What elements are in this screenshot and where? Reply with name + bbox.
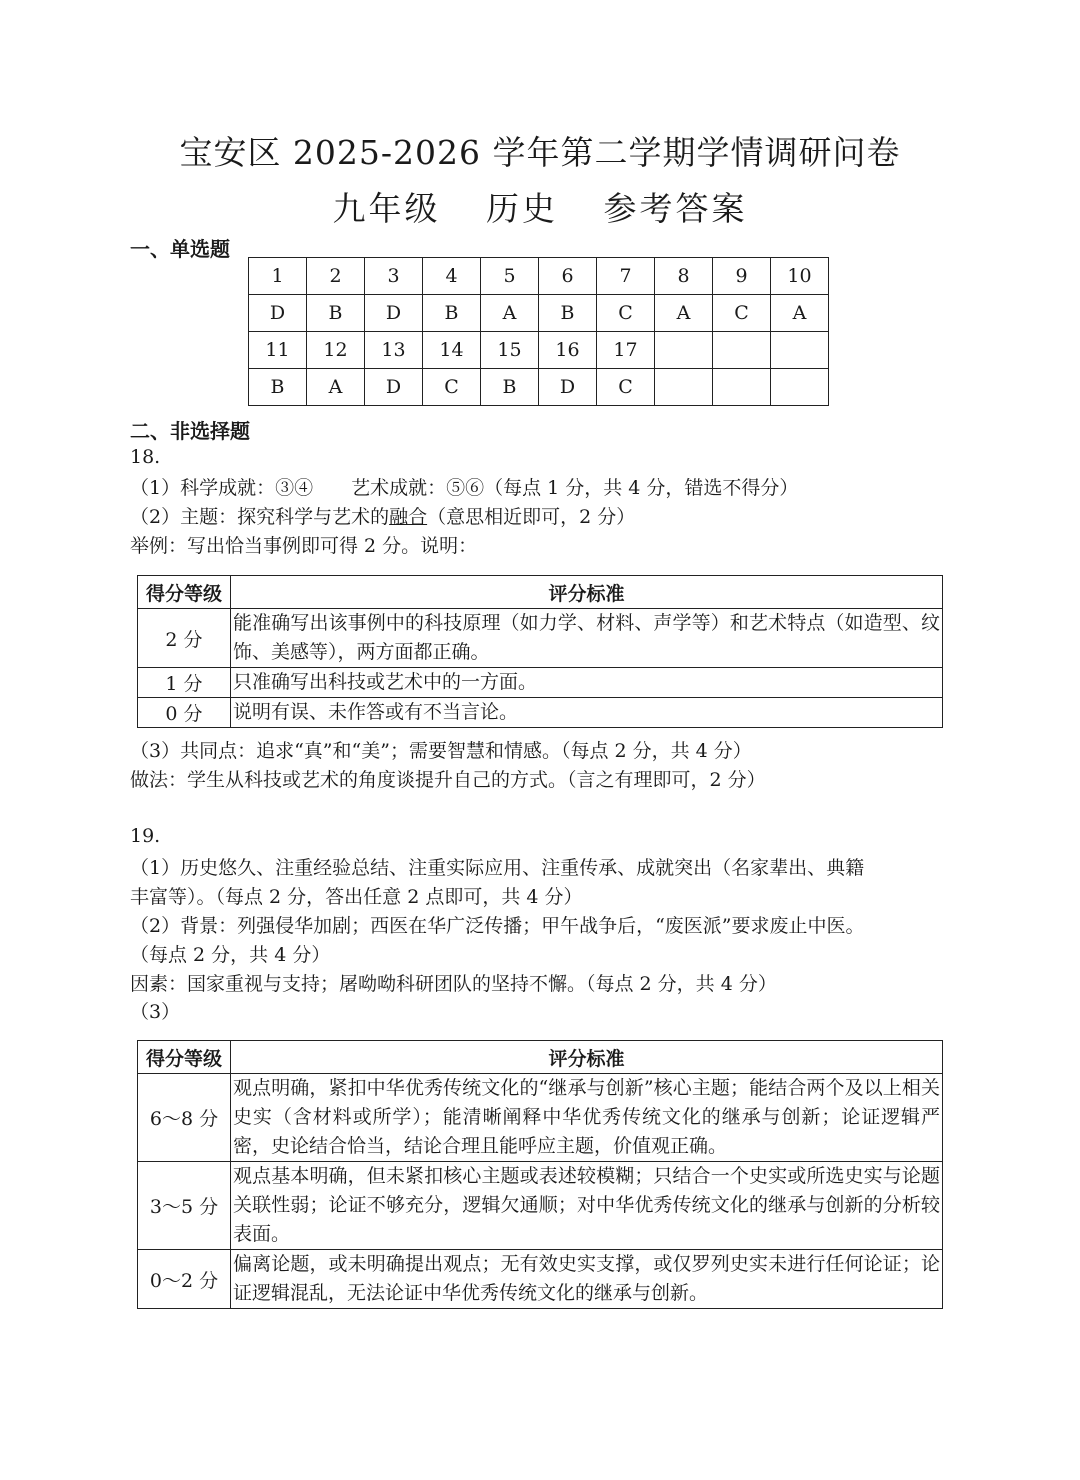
rubric-level: 0～2 分 xyxy=(138,1250,231,1309)
table-row xyxy=(138,1250,943,1309)
page-subtitle xyxy=(0,183,1080,230)
table-cell: 2 xyxy=(307,258,365,295)
table-cell: C xyxy=(597,369,655,406)
table-cell: 3 xyxy=(365,258,423,295)
table-cell xyxy=(771,332,829,369)
q19-line3: （2）背景：列强侵华加剧；西医在华广泛传播；甲午战争后，“废医派”要求废止中医。 xyxy=(130,915,865,937)
table-cell: B xyxy=(307,295,365,332)
table-row xyxy=(138,698,943,728)
rubric-level: 6～8 分 xyxy=(138,1074,231,1162)
rubric-header-level: 得分等级 xyxy=(138,576,231,609)
section2-heading: 二、非选择题 xyxy=(130,419,250,443)
q19-number: 19. xyxy=(130,825,161,847)
q18-part2 xyxy=(130,502,635,529)
q19-line5: 因素：国家重视与支持；屠呦呦科研团队的坚持不懈。（每点 2 分，共 4 分） xyxy=(130,973,777,995)
q18-number: 18. xyxy=(130,446,161,468)
subtitle-subject: 历史 xyxy=(486,189,558,228)
table-cell: C xyxy=(713,295,771,332)
rubric-header-criteria: 评分标准 xyxy=(231,576,943,609)
table-cell: C xyxy=(423,369,481,406)
table-cell: 14 xyxy=(423,332,481,369)
table-row xyxy=(138,668,943,698)
rubric-criteria: 观点明确，紧扣中华优秀传统文化的“继承与创新”核心主题；能结合两个及以上相关史实（含材料或所学）；能清晰阐释中华优秀传统文化的继承与创新；论证逻辑严密，史论结合恰当，结论合理且能呼应主题，价值观正确。 xyxy=(231,1074,943,1162)
q19-line2: 丰富等）。（每点 2 分，答出任意 2 点即可，共 4 分） xyxy=(130,886,583,908)
q18-rubric-table xyxy=(137,575,943,728)
table-cell: 1 xyxy=(249,258,307,295)
table-cell: B xyxy=(481,369,539,406)
q19-rubric-table xyxy=(137,1040,943,1309)
rubric-criteria: 说明有误、未作答或有不当言论。 xyxy=(231,698,943,728)
table-cell: 8 xyxy=(655,258,713,295)
table-row xyxy=(138,609,943,668)
table-cell: 16 xyxy=(539,332,597,369)
table-cell: B xyxy=(249,369,307,406)
table-cell: 12 xyxy=(307,332,365,369)
table-row xyxy=(138,1162,943,1250)
table-row xyxy=(249,295,829,332)
table-cell: D xyxy=(365,369,423,406)
table-cell: D xyxy=(249,295,307,332)
q19-line4: （每点 2 分，共 4 分） xyxy=(130,944,331,966)
rubric-header-criteria: 评分标准 xyxy=(231,1041,943,1074)
q19-line1: （1）历史悠久、注重经验总结、注重实际应用、注重传承、成就突出（名家辈出、典籍 xyxy=(130,857,865,879)
table-cell: 6 xyxy=(539,258,597,295)
table-cell: A xyxy=(307,369,365,406)
table-row xyxy=(249,332,829,369)
q18-part1: （1）科学成就：③④ 艺术成就：⑤⑥（每点 1 分，共 4 分，错选不得分） xyxy=(130,477,799,499)
rubric-header-level: 得分等级 xyxy=(138,1041,231,1074)
q18-part2-underlined: 融合 xyxy=(389,506,428,528)
rubric-level: 0 分 xyxy=(138,698,231,728)
table-cell xyxy=(655,369,713,406)
table-cell: A xyxy=(771,295,829,332)
section1-heading: 一、单选题 xyxy=(130,237,230,261)
table-row xyxy=(138,576,943,609)
rubric-criteria: 只准确写出科技或艺术中的一方面。 xyxy=(231,668,943,698)
table-row xyxy=(249,369,829,406)
rubric-level: 3～5 分 xyxy=(138,1162,231,1250)
rubric-level: 2 分 xyxy=(138,609,231,668)
table-cell: A xyxy=(655,295,713,332)
page-title: 宝安区 2025-2026 学年第二学期学情调研问卷 xyxy=(179,133,901,172)
table-row xyxy=(249,258,829,295)
table-cell: 9 xyxy=(713,258,771,295)
table-cell: 17 xyxy=(597,332,655,369)
table-cell: C xyxy=(597,295,655,332)
rubric-criteria: 观点基本明确，但未紧扣核心主题或表述较模糊；只结合一个史实或所选史实与论题关联性弱；论证不够充分，逻辑欠通顺；对中华优秀传统文化的继承与创新的分析较表面。 xyxy=(231,1162,943,1250)
rubric-criteria: 偏离论题，或未明确提出观点；无有效史实支撑，或仅罗列史实未进行任何论证；论证逻辑混乱，无法论证中华优秀传统文化的继承与创新。 xyxy=(231,1250,943,1309)
table-cell xyxy=(771,369,829,406)
table-cell: 11 xyxy=(249,332,307,369)
subtitle-answer: 参考答案 xyxy=(603,189,748,228)
subtitle-grade: 九年级 xyxy=(332,189,441,228)
table-cell xyxy=(713,332,771,369)
table-cell: 10 xyxy=(771,258,829,295)
q19-line6: （3） xyxy=(130,1001,181,1023)
table-cell: 5 xyxy=(481,258,539,295)
table-cell: 15 xyxy=(481,332,539,369)
q18-part2-suffix: （意思相近即可，2 分） xyxy=(427,506,636,528)
q18-example: 举例：写出恰当事例即可得 2 分。说明： xyxy=(130,535,478,557)
q18-practice: 做法：学生从科技或艺术的角度谈提升自己的方式。（言之有理即可，2 分） xyxy=(130,769,766,791)
table-cell: 13 xyxy=(365,332,423,369)
table-cell: B xyxy=(423,295,481,332)
q18-part2-prefix: （2）主题：探究科学与艺术的 xyxy=(130,506,390,528)
table-cell: D xyxy=(539,369,597,406)
table-cell: 7 xyxy=(597,258,655,295)
table-cell xyxy=(713,369,771,406)
table-cell xyxy=(655,332,713,369)
q18-part3: （3）共同点：追求“真”和“美”；需要智慧和情感。（每点 2 分，共 4 分） xyxy=(130,740,752,762)
table-cell: B xyxy=(539,295,597,332)
rubric-criteria: 能准确写出该事例中的科技原理（如力学、材料、声学等）和艺术特点（如造型、纹饰、美感等），两方面都正确。 xyxy=(231,609,943,668)
table-row xyxy=(138,1041,943,1074)
table-cell: 4 xyxy=(423,258,481,295)
table-cell: A xyxy=(481,295,539,332)
table-row xyxy=(138,1074,943,1162)
rubric-level: 1 分 xyxy=(138,668,231,698)
mc-answer-table xyxy=(248,257,829,406)
table-cell: D xyxy=(365,295,423,332)
